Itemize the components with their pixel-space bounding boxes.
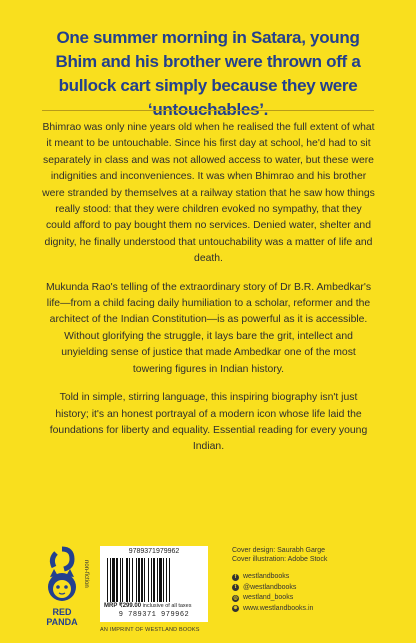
instagram-icon: ◎ [233,594,238,601]
divider-rule [42,110,374,111]
imprint-line: AN IMPRINT OF WESTLAND BOOKS [100,627,200,633]
social-label: westlandbooks [243,573,290,580]
barcode-digits: 9 789371 979962 [118,611,190,619]
social-row[interactable] [232,583,313,594]
logo-text [42,607,82,627]
barcode-icon [106,558,202,602]
illustration-credit: Cover illustration: Adobe Stock [232,556,328,563]
twitter-icon: t [232,584,239,591]
tax-note: inclusive of all taxes [142,603,192,609]
social-row[interactable] [232,572,313,583]
price-line [104,602,204,609]
mrp-label: MRP [104,603,118,609]
social-row[interactable] [232,604,313,615]
social-label: westland_books [243,594,294,601]
social-links [232,572,313,614]
design-credit: Cover design: Saurabh Garge [232,547,325,554]
social-row[interactable] [232,593,313,604]
isbn-number: 9789371979962 [128,548,180,555]
social-label: @westlandbooks [243,583,297,591]
paragraph: Bhimrao was only nine years old when he realised the full extent of what it meant to be untouchable. Since his first day at school, he'd had to sit separately in class and was not allowed access to water, but these were indignities and inconveniences. It was when Bhimrao and his brother were stranded by themselves at a railway station that he saw how things really stood: that they were children evoked no sympathy, that they could afford to pay bought them no services. Denied water, shelter and dignity, he finally understood that untouchability was a matter of life and death. [42,122,375,265]
price: ₹299.00 [118,603,142,609]
paragraph: Mukunda Rao's telling of the extraordinary story of Dr B.R. Ambedkar's life—from a child facing daily humiliation to a scholar, reformer and the architect of the Indian Constitution—is as powerful as it is accessible. Without glorifying the struggle, it lays bare the grit, intellect and unyielding sense of justice that made Ambedkar one of the most towering figures in Indian history. [45,281,372,375]
logo-line: RED [52,607,72,617]
cover-credits [232,546,327,564]
category-label: non-fiction [83,560,89,588]
social-label: www.westlandbooks.in [243,604,314,612]
facebook-icon: f [232,574,239,581]
logo-line: PANDA [46,617,78,627]
headline: One summer morning in Satara, young Bhim and his brother were thrown off a bullock cart simply because they were ‘untouchables’. [55,28,361,119]
blurb-text [42,120,375,468]
paragraph: Told in simple, stirring language, this inspiring biography isn't just history; it's an honest portrayal of a modern icon whose life laid the foundations for liberty and equality. Essential reading for every young Indian. [49,392,368,453]
barcode-panel [100,546,208,622]
globe-icon: ⊕ [233,605,238,612]
